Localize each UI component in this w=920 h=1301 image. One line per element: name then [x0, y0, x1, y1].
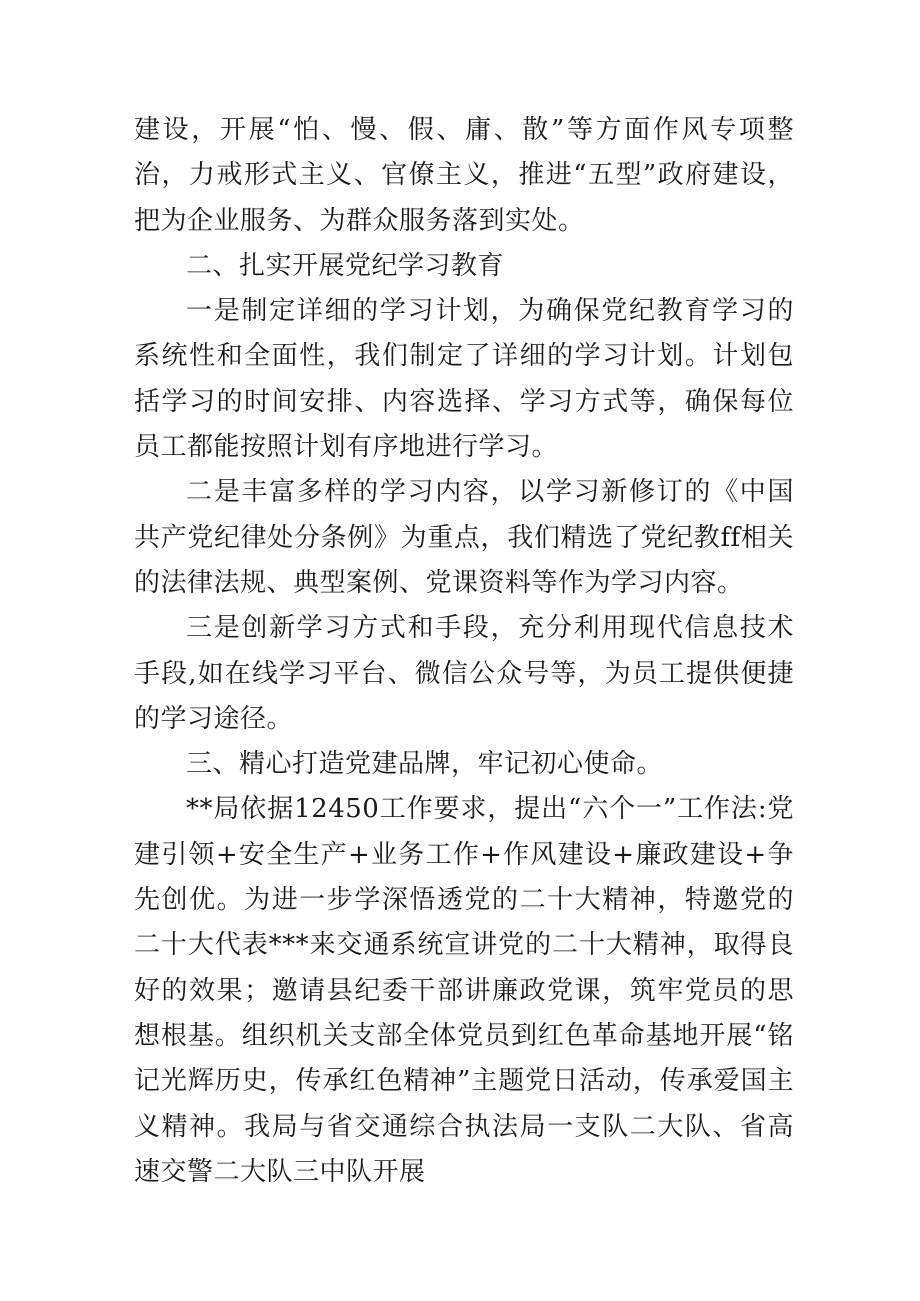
paragraph-study-plan: 一是制定详细的学习计划，为确保党纪教育学习的系统性和全面性，我们制定了详细的学习计划。计划包括学习的时间安排、内容选择、学习方式等，确保每位员工都能按照计划有序地进行学习。 — [134, 296, 794, 463]
section-heading-party-discipline: 二、扎实开展党纪学习教育 — [186, 250, 505, 281]
paragraph-study-content: 二是丰富多样的学习内容，以学习新修订的《中国共产党纪律处分条例》为重点，我们精选了党纪教ff相关的法律法规、典型案例、党课资料等作为学习内容。 — [134, 477, 794, 598]
paragraph-style-rectification: 建设，开展“怕、慢、假、庸、散”等方面作风专项整治，力戒形式主义、官僚主义，推进“五型”政府建设，把为企业服务、为群众服务落到实处。 — [134, 115, 794, 236]
section-heading-party-brand: 三、精心打造党建品牌，牢记初心使命。 — [186, 749, 664, 780]
paragraph-study-methods: 三是创新学习方式和手段，充分利用现代信息技术手段,如在线学习平台、微信公众号等，为员工提供便捷的学习途径。 — [134, 613, 794, 734]
paragraph-work-method: **局依据12450工作要求，提出“六个一”工作法:党建引领+安全生产+业务工作+作风建设+廉政建设+争先创优。为进一步学深悟透党的二十大精神，特邀党的二十大代表***来交通系统宣讲党的二十大精神，取得良好的效果；邀请县纪委干部讲廉政党课，筑牢党员的思想根基。组织机关支部全体党员到红色革命基地开展“铭记光辉历史，传承红色精神”主题党日活动，传承爱国主义精神。我局与省交通综合执法局一支队二大队、省高速交警二大队三中队开展 — [134, 794, 794, 1187]
document-body — [134, 108, 794, 1195]
